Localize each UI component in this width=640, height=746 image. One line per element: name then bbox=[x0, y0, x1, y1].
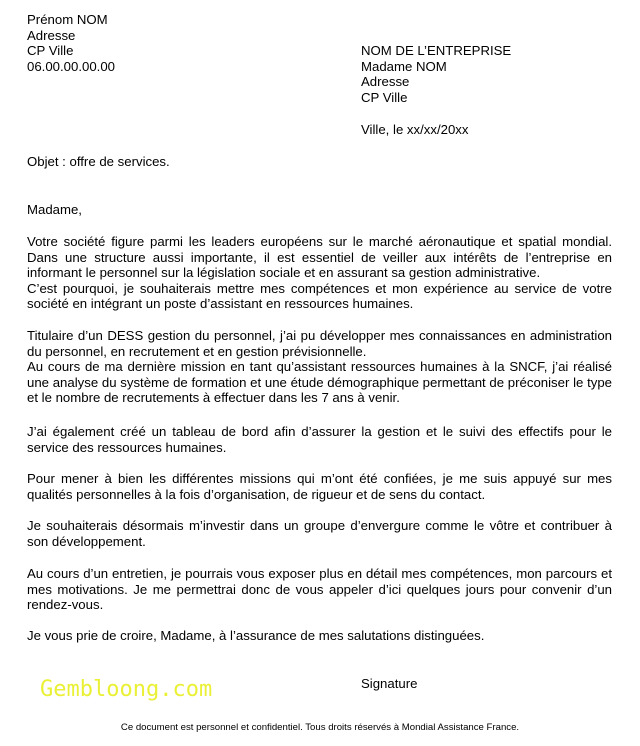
paragraph-1-sentence-2: C’est pourquoi, je souhaiterais mettre mes compétences et mon expérience au service de votre société en intégrant un poste d’assistant en ressources humaines. bbox=[27, 280, 612, 312]
recipient-address: Adresse bbox=[361, 74, 410, 89]
paragraph-2-sentence-1: Titulaire d’un DESS gestion du personnel, j’ai pu développer mes connaissances en administration du personnel, en recrutement et en gestion prévisionnelle. bbox=[27, 328, 612, 359]
sender-name: Prénom NOM bbox=[27, 12, 108, 27]
paragraph-7 bbox=[27, 628, 612, 644]
paragraph-4 bbox=[27, 471, 612, 502]
subject-line: Objet : offre de services. bbox=[27, 154, 170, 169]
sender-block bbox=[27, 12, 115, 74]
recipient-city: CP Ville bbox=[361, 89, 408, 105]
paragraph-1 bbox=[27, 234, 612, 312]
paragraph-1-sentence-1: Votre société figure parmi les leaders européens sur le marché aéronautique et spatial mondial. Dans une structure aussi importante, il est essentiel de veiller aux intérêts de l’entreprise en informant le personnel sur la législation sociale et en assurant sa gestion administrative. bbox=[27, 234, 612, 281]
paragraph-2-sentence-2: Au cours de ma dernière mission en tant qu’assistant ressources humaines à la SNCF, j’ai réalisé une analyse du système de formation et une étude démographique permettant de préconiser le type et le nombre de recrutements à effectuer dans les 7 ans à venir. bbox=[27, 359, 612, 406]
paragraph-6 bbox=[27, 566, 612, 613]
paragraph-7-sentence-1: Je vous prie de croire, Madame, à l’assurance de mes salutations distinguées. bbox=[27, 628, 485, 643]
recipient-company: NOM DE L’ENTREPRISE bbox=[361, 43, 512, 58]
salutation: Madame, bbox=[27, 202, 82, 217]
paragraph-4-sentence-1: Pour mener à bien les différentes missions qui m’ont été confiées, je me suis appuyé sur mes qualités personnelles à la fois d’organisation, de rigueur et de sens du contact. bbox=[27, 471, 612, 502]
signature-label: Signature bbox=[361, 676, 418, 691]
date-line: Ville, le xx/xx/20xx bbox=[361, 122, 469, 137]
paragraph-5-sentence-1: Je souhaiterais désormais m’investir dans un groupe d’envergure comme le vôtre et contribuer à son développement. bbox=[27, 518, 612, 549]
recipient-contact: Madame NOM bbox=[361, 58, 447, 74]
paragraph-6-sentence-1: Au cours d’un entretien, je pourrais vous exposer plus en détail mes compétences, mon parcours et mes motivations. Je me permettrai donc de vous appeler d’ici quelques jours pour convenir d’un rendez-vous. bbox=[27, 566, 612, 613]
sender-address: Adresse bbox=[27, 27, 76, 43]
paragraph-3-sentence-1: J’ai également créé un tableau de bord afin d’assurer la gestion et le suivi des effectifs pour le service des ressources humaines. bbox=[27, 424, 612, 455]
paragraph-3 bbox=[27, 424, 612, 455]
sender-city: CP Ville bbox=[27, 43, 74, 58]
paragraph-5 bbox=[27, 518, 612, 549]
paragraph-2 bbox=[27, 328, 612, 406]
sender-phone: 06.00.00.00.00 bbox=[27, 58, 115, 74]
recipient-block bbox=[361, 43, 511, 105]
footer-note: Ce document est personnel et confidentiel. Tous droits réservés à Mondial Assistance France. bbox=[120, 722, 520, 733]
watermark: Gembloong.com bbox=[40, 677, 213, 702]
